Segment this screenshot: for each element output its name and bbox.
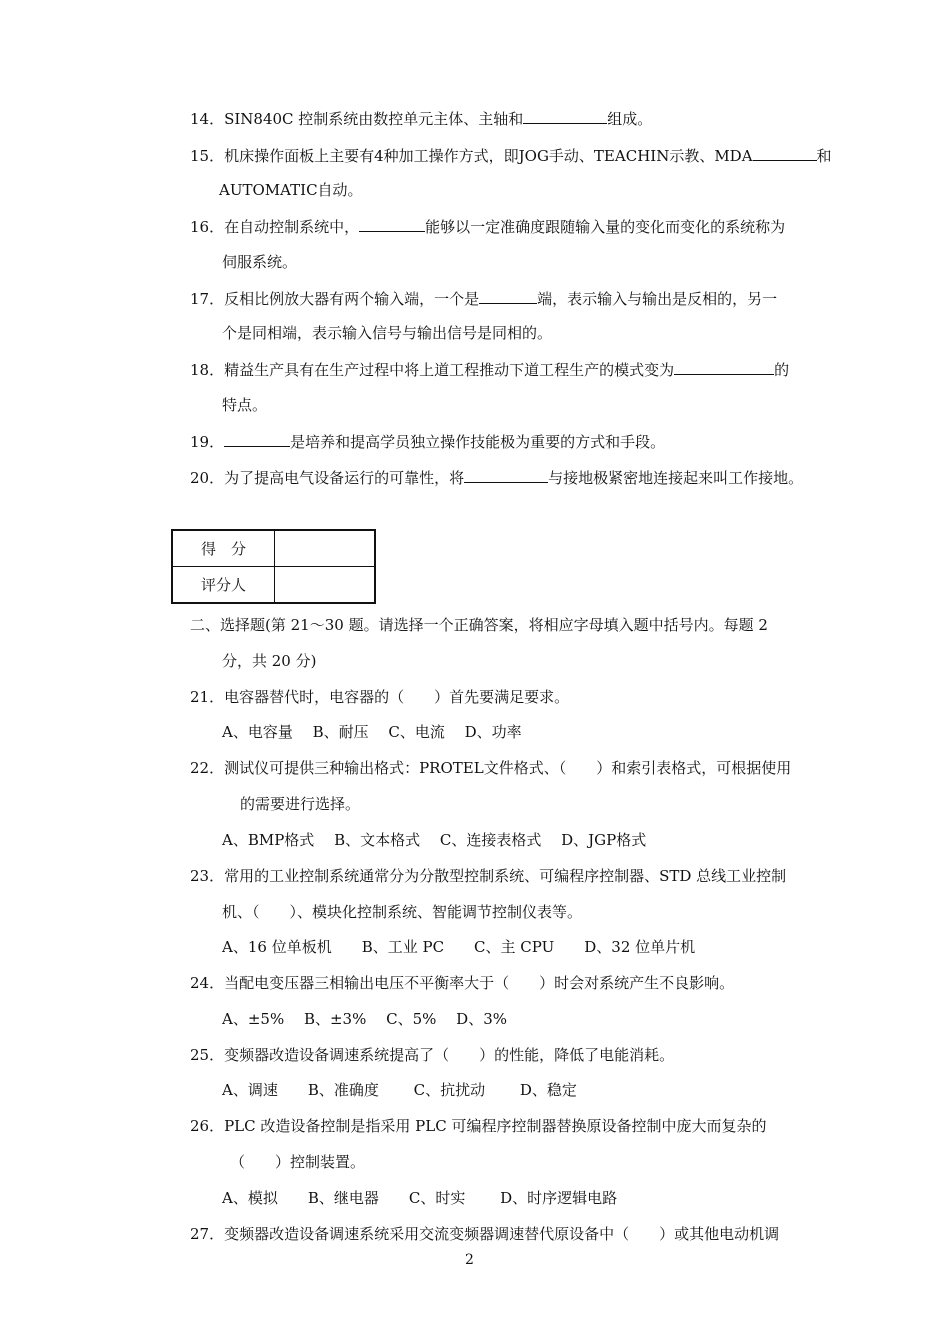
score-label: 得 分: [172, 530, 275, 567]
question-14: [190, 108, 652, 129]
question-18: [190, 359, 789, 380]
answer-blank[interactable]: [359, 216, 425, 232]
question-24-options: A、±5% B、±3% C、5% D、3%: [222, 1010, 507, 1028]
answer-blank[interactable]: [464, 467, 548, 483]
question-20-text: 20．为了提高电气设备运行的可靠性，将: [190, 469, 465, 487]
question-25-options: A、调速 B、准确度 C、抗扰动 D、稳定: [222, 1081, 577, 1099]
question-23-continuation: 机、（ ）、模块化控制系统、智能调节控制仪表等。: [222, 903, 583, 921]
question-16-text: 16．在自动控制系统中，: [190, 218, 360, 236]
answer-blank[interactable]: [674, 359, 774, 375]
question-16-text-end: 能够以一定准确度跟随输入量的变化而变化的系统称为: [425, 218, 786, 236]
question-19: [190, 431, 665, 452]
question-24: 24．当配电变压器三相输出电压不平衡率大于（ ）时会对系统产生不良影响。: [190, 974, 735, 992]
score-cell[interactable]: [275, 530, 376, 567]
question-23: 23．常用的工业控制系统通常分为分散型控制系统、可编程序控制器、STD 总线工业控制: [190, 867, 787, 885]
question-15-continuation: AUTOMATIC自动。: [219, 181, 363, 199]
question-26: 26．PLC 改造设备控制是指采用 PLC 可编程序控制器替换原设备控制中庞大而复杂的: [190, 1117, 767, 1135]
question-14-text-end: 组成。: [607, 110, 653, 128]
question-26-options: A、模拟 B、继电器 C、时实 D、时序逻辑电路: [222, 1189, 618, 1207]
answer-blank[interactable]: [523, 108, 607, 124]
question-20: [190, 467, 803, 488]
question-15-text-end: 和: [816, 147, 832, 165]
question-22-options: A、BMP格式 B、文本格式 C、连接表格式 D、JGP格式: [222, 831, 647, 849]
question-19-text: 19．: [190, 433, 225, 451]
question-15: [190, 145, 832, 166]
question-17-continuation: 个是同相端，表示输入信号与输出信号是同相的。: [222, 324, 553, 342]
question-18-continuation: 特点。: [222, 396, 268, 414]
question-17-text-end: 端，表示输入与输出是反相的，另一: [537, 290, 778, 308]
question-27: 27．变频器改造设备调速系统采用交流变频器调速替代原设备中（ ）或其他电动机调: [190, 1225, 780, 1243]
page-number: 2: [465, 1252, 474, 1268]
question-19-text-end: 是培养和提高学员独立操作技能极为重要的方式和手段。: [290, 433, 666, 451]
section-2-heading-continuation: 分，共 20 分): [222, 652, 317, 670]
answer-blank[interactable]: [479, 288, 537, 304]
question-14-text: 14．SIN840C 控制系统由数控单元主体、主轴和: [190, 110, 524, 128]
question-21-options: A、电容量 B、耐压 C、电流 D、功率: [222, 723, 522, 741]
score-table: [171, 529, 376, 604]
question-15-text: 15．机床操作面板上主要有4种加工操作方式，即JOG手动、TEACHIN示教、MDA: [190, 147, 753, 165]
question-23-options: A、16 位单板机 B、工业 PC C、主 CPU D、32 位单片机: [222, 938, 696, 956]
answer-blank[interactable]: [224, 431, 290, 447]
grader-label: 评分人: [172, 567, 275, 604]
question-20-text-end: 与接地极紧密地连接起来叫工作接地。: [548, 469, 804, 487]
grader-cell[interactable]: [275, 567, 376, 604]
question-18-text: 18．精益生产具有在生产过程中将上道工程推动下道工程生产的模式变为: [190, 361, 675, 379]
question-21: 21．电容器替代时，电容器的（ ）首先要满足要求。: [190, 688, 570, 706]
answer-blank[interactable]: [753, 145, 817, 161]
question-16-continuation: 伺服系统。: [222, 253, 298, 271]
question-26-continuation: （ ）控制装置。: [230, 1153, 366, 1171]
question-17-text: 17．反相比例放大器有两个输入端，一个是: [190, 290, 480, 308]
question-18-text-end: 的: [774, 361, 790, 379]
section-2-heading: 二、选择题(第 21～30 题。请选择一个正确答案，将相应字母填入题中括号内。每题 2: [190, 616, 768, 634]
question-17: [190, 288, 777, 309]
question-22: 22．测试仪可提供三种输出格式：PROTEL文件格式、（ ）和索引表格式，可根据使用: [190, 759, 792, 777]
question-22-continuation: 的需要进行选择。: [240, 795, 361, 813]
question-16: [190, 216, 785, 237]
question-25: 25．变频器改造设备调速系统提高了（ ）的性能，降低了电能消耗。: [190, 1046, 675, 1064]
